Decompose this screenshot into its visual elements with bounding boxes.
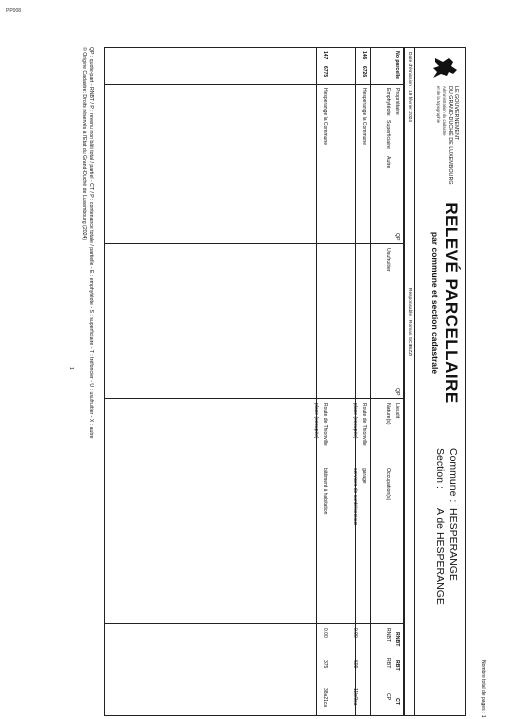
lieudit-detail: place (occupée) xyxy=(313,403,319,439)
meta-row xyxy=(404,47,414,716)
section-label: Section : xyxy=(434,448,446,489)
rnbt-value: 0.00 xyxy=(352,628,358,638)
col-rnbt: RNBT xyxy=(394,632,400,647)
col-nature: Nature(s) xyxy=(385,403,391,425)
emission-date: Date d'émission : 19 février 2024 xyxy=(407,52,412,122)
gov-line-3: Administration du cadastre xyxy=(442,86,447,136)
page-subtitle: par commune et section cadastrale xyxy=(430,231,440,375)
col-sub-autre: Autre xyxy=(385,156,391,169)
ct-value: 38a21ca xyxy=(322,688,328,708)
gov-line-2: DU GRAND-DUCHÉ DE LUXEMBOURG xyxy=(447,86,453,185)
parcel-number: 146 xyxy=(361,51,367,60)
lieudit: Route de Thionville xyxy=(322,403,328,446)
page-code: PP008 xyxy=(6,8,22,14)
lieudit: Route de Thionville xyxy=(361,403,367,446)
commune-block xyxy=(433,448,459,605)
parcel-sub: 6775 xyxy=(322,66,328,78)
table-header xyxy=(370,48,403,715)
responsible-name: Responsable : Roman SCIBIZZI xyxy=(407,288,412,357)
commune-label: Commune : xyxy=(447,448,459,503)
legend-text: QP : quote-part - RNBT / P : revenu non bâti total / partiel - CT / P : contenance totale / partielle - E : emphytéote - S : superficiaire - T : tréfoncier - U : usufruitier - X : autre xyxy=(88,47,94,439)
copyright-text: © Origine Cadastre: Droits réservés à l'Etat du Grand-Duché de Luxembourg (2024) xyxy=(81,47,87,241)
page-number: 1 xyxy=(68,367,74,370)
occupation: bâtiment à habitation xyxy=(322,468,328,515)
gov-line-4: et de la topographie xyxy=(436,86,441,124)
rbt-value: 600 xyxy=(352,660,358,669)
col-rbt: RBT xyxy=(394,660,400,671)
table-row-continued xyxy=(308,48,322,715)
rnbt-value: 0.00 xyxy=(322,628,328,638)
col-usufruitier: Usufruitier xyxy=(385,248,391,272)
section-value: A de HESPERANGE xyxy=(434,508,446,605)
parcel-number: 147 xyxy=(322,51,328,60)
col-qp-2: QP xyxy=(394,388,400,396)
occupation-detail: services de santé/sociaux xyxy=(352,468,358,526)
col-occupation: Occupation(s) xyxy=(385,468,391,501)
col-lieudit: Lieudit xyxy=(394,403,400,419)
col-sub-rbt: RBT xyxy=(385,658,391,669)
col-sub-emphyteote: Emphytéote xyxy=(385,88,391,116)
owner: Hesperange la Commune xyxy=(322,88,328,145)
ct-value: 11b/9ca xyxy=(352,688,358,706)
header-box xyxy=(414,47,466,716)
col-ct: CT xyxy=(394,698,400,705)
occupation: garage xyxy=(361,468,367,484)
page-count: Nombre total de pages : 1 xyxy=(480,660,486,718)
col-sub-cp: CP xyxy=(385,693,391,701)
commune-value: HESPERANGE xyxy=(447,508,459,581)
col-qp: QP xyxy=(394,233,400,241)
rotated-document xyxy=(0,47,466,716)
lion-crest-icon xyxy=(429,52,461,82)
col-sub-superficiaire: Superficiaire xyxy=(385,120,391,149)
col-sub-rnbt: RNBT xyxy=(385,628,391,643)
gov-line-1: LE GOUVERNEMENT xyxy=(453,86,459,141)
parcel-sub: 6726 xyxy=(361,66,367,78)
owner: Hesperange la Commune xyxy=(361,88,367,145)
lieudit-detail: place (occupée) xyxy=(352,403,358,439)
page-title: RELEVÉ PARCELLAIRE xyxy=(442,202,461,404)
government-block xyxy=(435,86,459,185)
col-proprietaire: Propriétaire xyxy=(394,88,400,115)
table-row-continued xyxy=(347,48,361,715)
parcel-table xyxy=(104,47,404,716)
footer-legend xyxy=(80,47,94,716)
rbt-value: 375 xyxy=(322,660,328,669)
col-parcel-no: No parcelle xyxy=(394,51,400,79)
